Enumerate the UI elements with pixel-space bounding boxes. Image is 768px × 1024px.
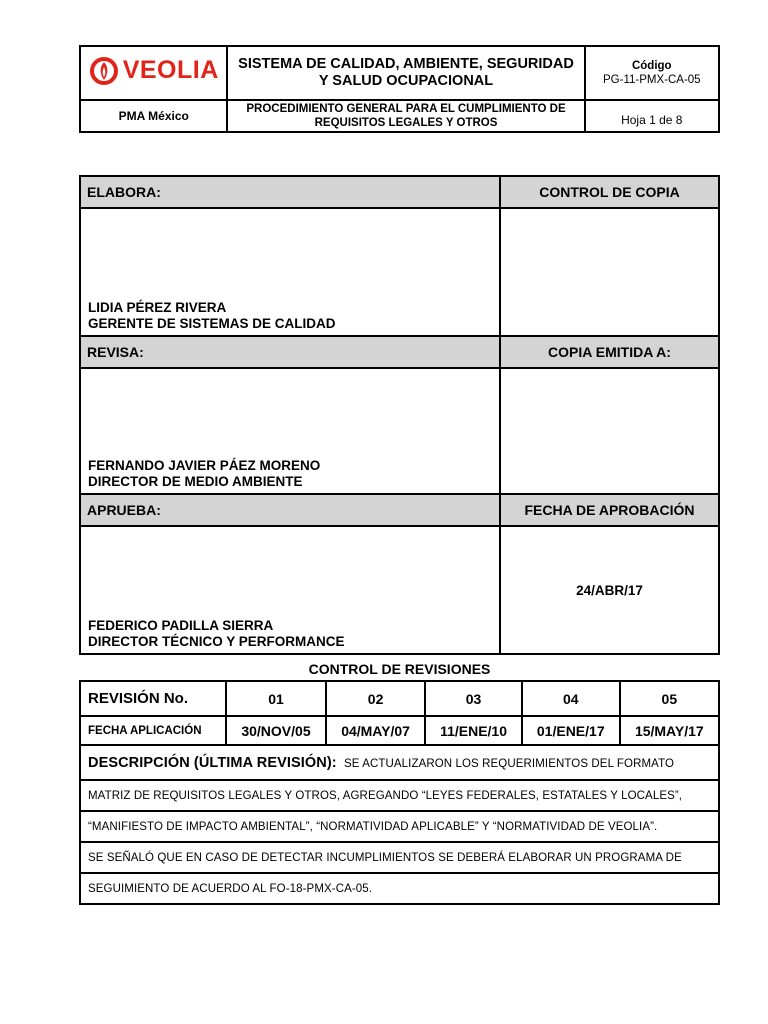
revision-date: 15/MAY/17 (620, 716, 719, 745)
fecha-aplicacion-label: FECHA APLICACIÓN (80, 716, 226, 745)
system-title-line2: Y SALUD OCUPACIONAL (318, 73, 494, 89)
revisa-name: FERNANDO JAVIER PÁEZ MORENO (88, 458, 321, 473)
revisions-table (79, 680, 720, 905)
veolia-logo (89, 56, 219, 86)
description-line: “MANIFIESTO DE IMPACTO AMBIENTAL”, “NORMATIVIDAD APLICABLE” Y “NORMATIVIDAD DE VEOLIA”. (80, 811, 719, 842)
description-line (80, 745, 719, 780)
unit-name: PMA México (80, 100, 227, 132)
control-copia-label: CONTROL DE COPIA (500, 176, 719, 208)
revision-date: 30/NOV/05 (226, 716, 326, 745)
revisa-block (80, 368, 500, 494)
revision-number: 04 (522, 681, 620, 716)
description-line: SEGUIMIENTO DE ACUERDO AL FO-18-PMX-CA-05. (80, 873, 719, 904)
document-header (79, 45, 720, 133)
description-label: DESCRIPCIÓN (ÚLTIMA REVISIÓN): (88, 754, 337, 771)
description-line: SE SEÑALÓ QUE EN CASO DE DETECTAR INCUMPLIMIENTOS SE DEBERÁ ELABORAR UN PROGRAMA DE (80, 842, 719, 873)
aprueba-block (80, 526, 500, 654)
revisa-label: REVISA: (80, 336, 500, 368)
revision-number: 01 (226, 681, 326, 716)
logo-text: VEOLIA (122, 56, 219, 84)
revisions-title: CONTROL DE REVISIONES (308, 661, 491, 677)
revision-number: 03 (425, 681, 522, 716)
system-title (227, 46, 584, 100)
revisa-role: DIRECTOR DE MEDIO AMBIENTE (88, 474, 303, 489)
description-line: MATRIZ DE REQUISITOS LEGALES Y OTROS, AGREGANDO “LEYES FEDERALES, ESTATALES Y LOCALES”, (80, 780, 719, 811)
page-number: Hoja 1 de 8 (585, 100, 719, 132)
fecha-aprobacion-label: FECHA DE APROBACIÓN (500, 494, 719, 526)
revision-date-row (80, 716, 719, 745)
logo-cell (80, 46, 227, 100)
revision-label: REVISIÓN No. (80, 681, 226, 716)
aprueba-role: DIRECTOR TÉCNICO Y PERFORMANCE (88, 634, 345, 649)
elabora-label: ELABORA: (80, 176, 500, 208)
code-label: Código (631, 60, 672, 72)
fecha-aprobacion-value: 24/ABR/17 (500, 526, 719, 654)
revision-date: 04/MAY/07 (326, 716, 425, 745)
revision-date: 11/ENE/10 (425, 716, 522, 745)
description-text: SE ACTUALIZARON LOS REQUERIMIENTOS DEL FORMATO (344, 757, 675, 770)
aprueba-label: APRUEBA: (80, 494, 500, 526)
revision-number-row (80, 681, 719, 716)
control-copia-value (500, 208, 719, 336)
procedure-title (227, 100, 584, 132)
aprueba-name: FEDERICO PADILLA SIERRA (88, 618, 274, 633)
copia-emitida-label: COPIA EMITIDA A: (500, 336, 719, 368)
code-cell (585, 46, 719, 100)
copia-emitida-value (500, 368, 719, 494)
procedure-title-line2: REQUISITOS LEGALES Y OTROS (314, 117, 498, 129)
revision-date: 01/ENE/17 (522, 716, 620, 745)
elabora-role: GERENTE DE SISTEMAS DE CALIDAD (88, 316, 336, 331)
signature-table (79, 175, 720, 655)
system-title-line1: SISTEMA DE CALIDAD, AMBIENTE, SEGURIDAD (238, 56, 574, 72)
code-value: PG-11-PMX-CA-05 (603, 74, 701, 86)
procedure-title-line1: PROCEDIMIENTO GENERAL PARA EL CUMPLIMIENTO DE (246, 103, 566, 115)
veolia-flame-icon (89, 56, 119, 86)
revision-number: 05 (620, 681, 719, 716)
elabora-block (80, 208, 500, 336)
elabora-name: LIDIA PÉREZ RIVERA (88, 300, 227, 315)
revision-number: 02 (326, 681, 425, 716)
